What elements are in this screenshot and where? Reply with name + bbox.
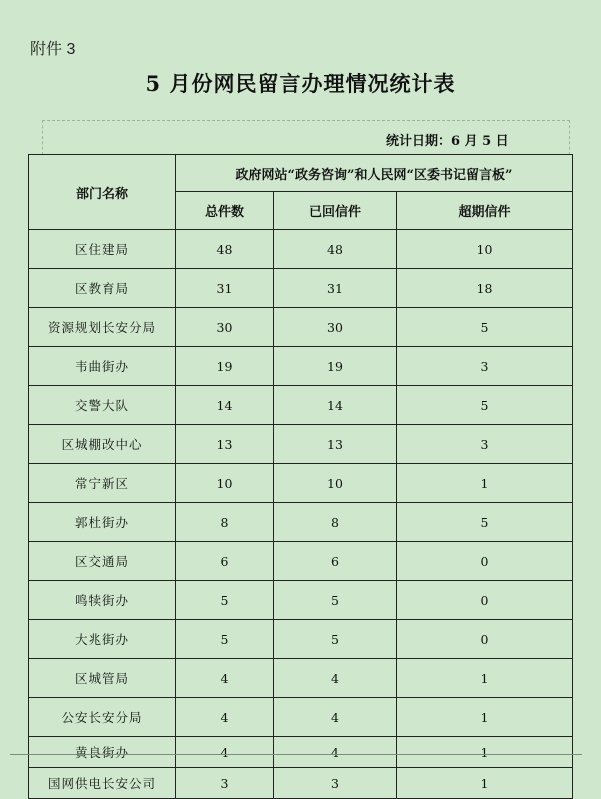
- overdue-cell: 18: [397, 269, 573, 308]
- replied-cell: 19: [274, 347, 397, 386]
- dept-cell: 韦曲街办: [29, 347, 176, 386]
- dept-cell: 区城管局: [29, 659, 176, 698]
- overdue-cell: 1: [397, 659, 573, 698]
- table-row: [29, 620, 573, 659]
- replied-cell: 4: [274, 737, 397, 768]
- total-cell: 31: [176, 269, 274, 308]
- overdue-cell: 1: [397, 698, 573, 737]
- dept-cell: 常宁新区: [29, 464, 176, 503]
- total-cell: 5: [176, 581, 274, 620]
- dept-cell: 郭杜街办: [29, 503, 176, 542]
- replied-cell: 13: [274, 425, 397, 464]
- dept-cell: 黄良街办: [29, 737, 176, 768]
- total-cell: 3: [176, 768, 274, 799]
- attachment-label: 附件 3: [30, 41, 76, 58]
- table-row: [29, 230, 573, 269]
- total-cell: 5: [176, 620, 274, 659]
- overdue-cell: 5: [397, 308, 573, 347]
- overdue-cell: 0: [397, 581, 573, 620]
- table-row: [29, 768, 573, 799]
- overdue-cell: 5: [397, 503, 573, 542]
- table-row: [29, 464, 573, 503]
- total-cell: 8: [176, 503, 274, 542]
- dept-cell: 区城棚改中心: [29, 425, 176, 464]
- table-row: [29, 347, 573, 386]
- overdue-cell: 3: [397, 425, 573, 464]
- group-header: 政府网站“政务咨询”和人民网“区委书记留言板”: [176, 155, 573, 192]
- dept-cell: 国网供电长安公司: [29, 768, 176, 799]
- replied-cell: 8: [274, 503, 397, 542]
- dept-cell: 大兆街办: [29, 620, 176, 659]
- total-cell: 30: [176, 308, 274, 347]
- replied-cell: 48: [274, 230, 397, 269]
- total-cell: 10: [176, 464, 274, 503]
- dept-cell: 资源规划长安分局: [29, 308, 176, 347]
- replied-cell: 30: [274, 308, 397, 347]
- overdue-cell: 1: [397, 737, 573, 768]
- overdue-cell: 10: [397, 230, 573, 269]
- table-row: [29, 425, 573, 464]
- total-cell: 6: [176, 542, 274, 581]
- overdue-cell: 5: [397, 386, 573, 425]
- dept-cell: 区交通局: [29, 542, 176, 581]
- table-row: [29, 386, 573, 425]
- overdue-cell: 1: [397, 768, 573, 799]
- overdue-cell: 0: [397, 620, 573, 659]
- overdue-cell: 3: [397, 347, 573, 386]
- overdue-cell: 1: [397, 464, 573, 503]
- table-row: [29, 737, 573, 768]
- replied-cell: 4: [274, 698, 397, 737]
- replied-cell: 4: [274, 659, 397, 698]
- table-row: [29, 308, 573, 347]
- dept-cell: 交警大队: [29, 386, 176, 425]
- table-row: [29, 269, 573, 308]
- replied-cell: 10: [274, 464, 397, 503]
- table-row: [29, 542, 573, 581]
- total-cell: 4: [176, 737, 274, 768]
- col-total-header: 总件数: [176, 192, 274, 230]
- table-row: [29, 503, 573, 542]
- total-cell: 19: [176, 347, 274, 386]
- dept-cell: 区教育局: [29, 269, 176, 308]
- table-row: [29, 581, 573, 620]
- replied-cell: 31: [274, 269, 397, 308]
- replied-cell: 6: [274, 542, 397, 581]
- dept-cell: 鸣犊街办: [29, 581, 176, 620]
- total-cell: 13: [176, 425, 274, 464]
- stat-date: 统计日期：6 月 5 日: [386, 134, 509, 149]
- replied-cell: 5: [274, 620, 397, 659]
- total-cell: 4: [176, 698, 274, 737]
- dept-header: 部门名称: [29, 155, 176, 230]
- table-row: [29, 659, 573, 698]
- total-cell: 4: [176, 659, 274, 698]
- statistics-table: [28, 154, 573, 799]
- table-row: [29, 698, 573, 737]
- col-overdue-header: 超期信件: [397, 192, 573, 230]
- dept-cell: 区住建局: [29, 230, 176, 269]
- replied-cell: 14: [274, 386, 397, 425]
- overdue-cell: 0: [397, 542, 573, 581]
- replied-cell: 5: [274, 581, 397, 620]
- dept-cell: 公安长安分局: [29, 698, 176, 737]
- total-cell: 14: [176, 386, 274, 425]
- footer-rule: [10, 754, 582, 755]
- col-replied-header: 已回信件: [274, 192, 397, 230]
- replied-cell: 3: [274, 768, 397, 799]
- total-cell: 48: [176, 230, 274, 269]
- page-title: 5 月份网民留言办理情况统计表: [145, 71, 456, 96]
